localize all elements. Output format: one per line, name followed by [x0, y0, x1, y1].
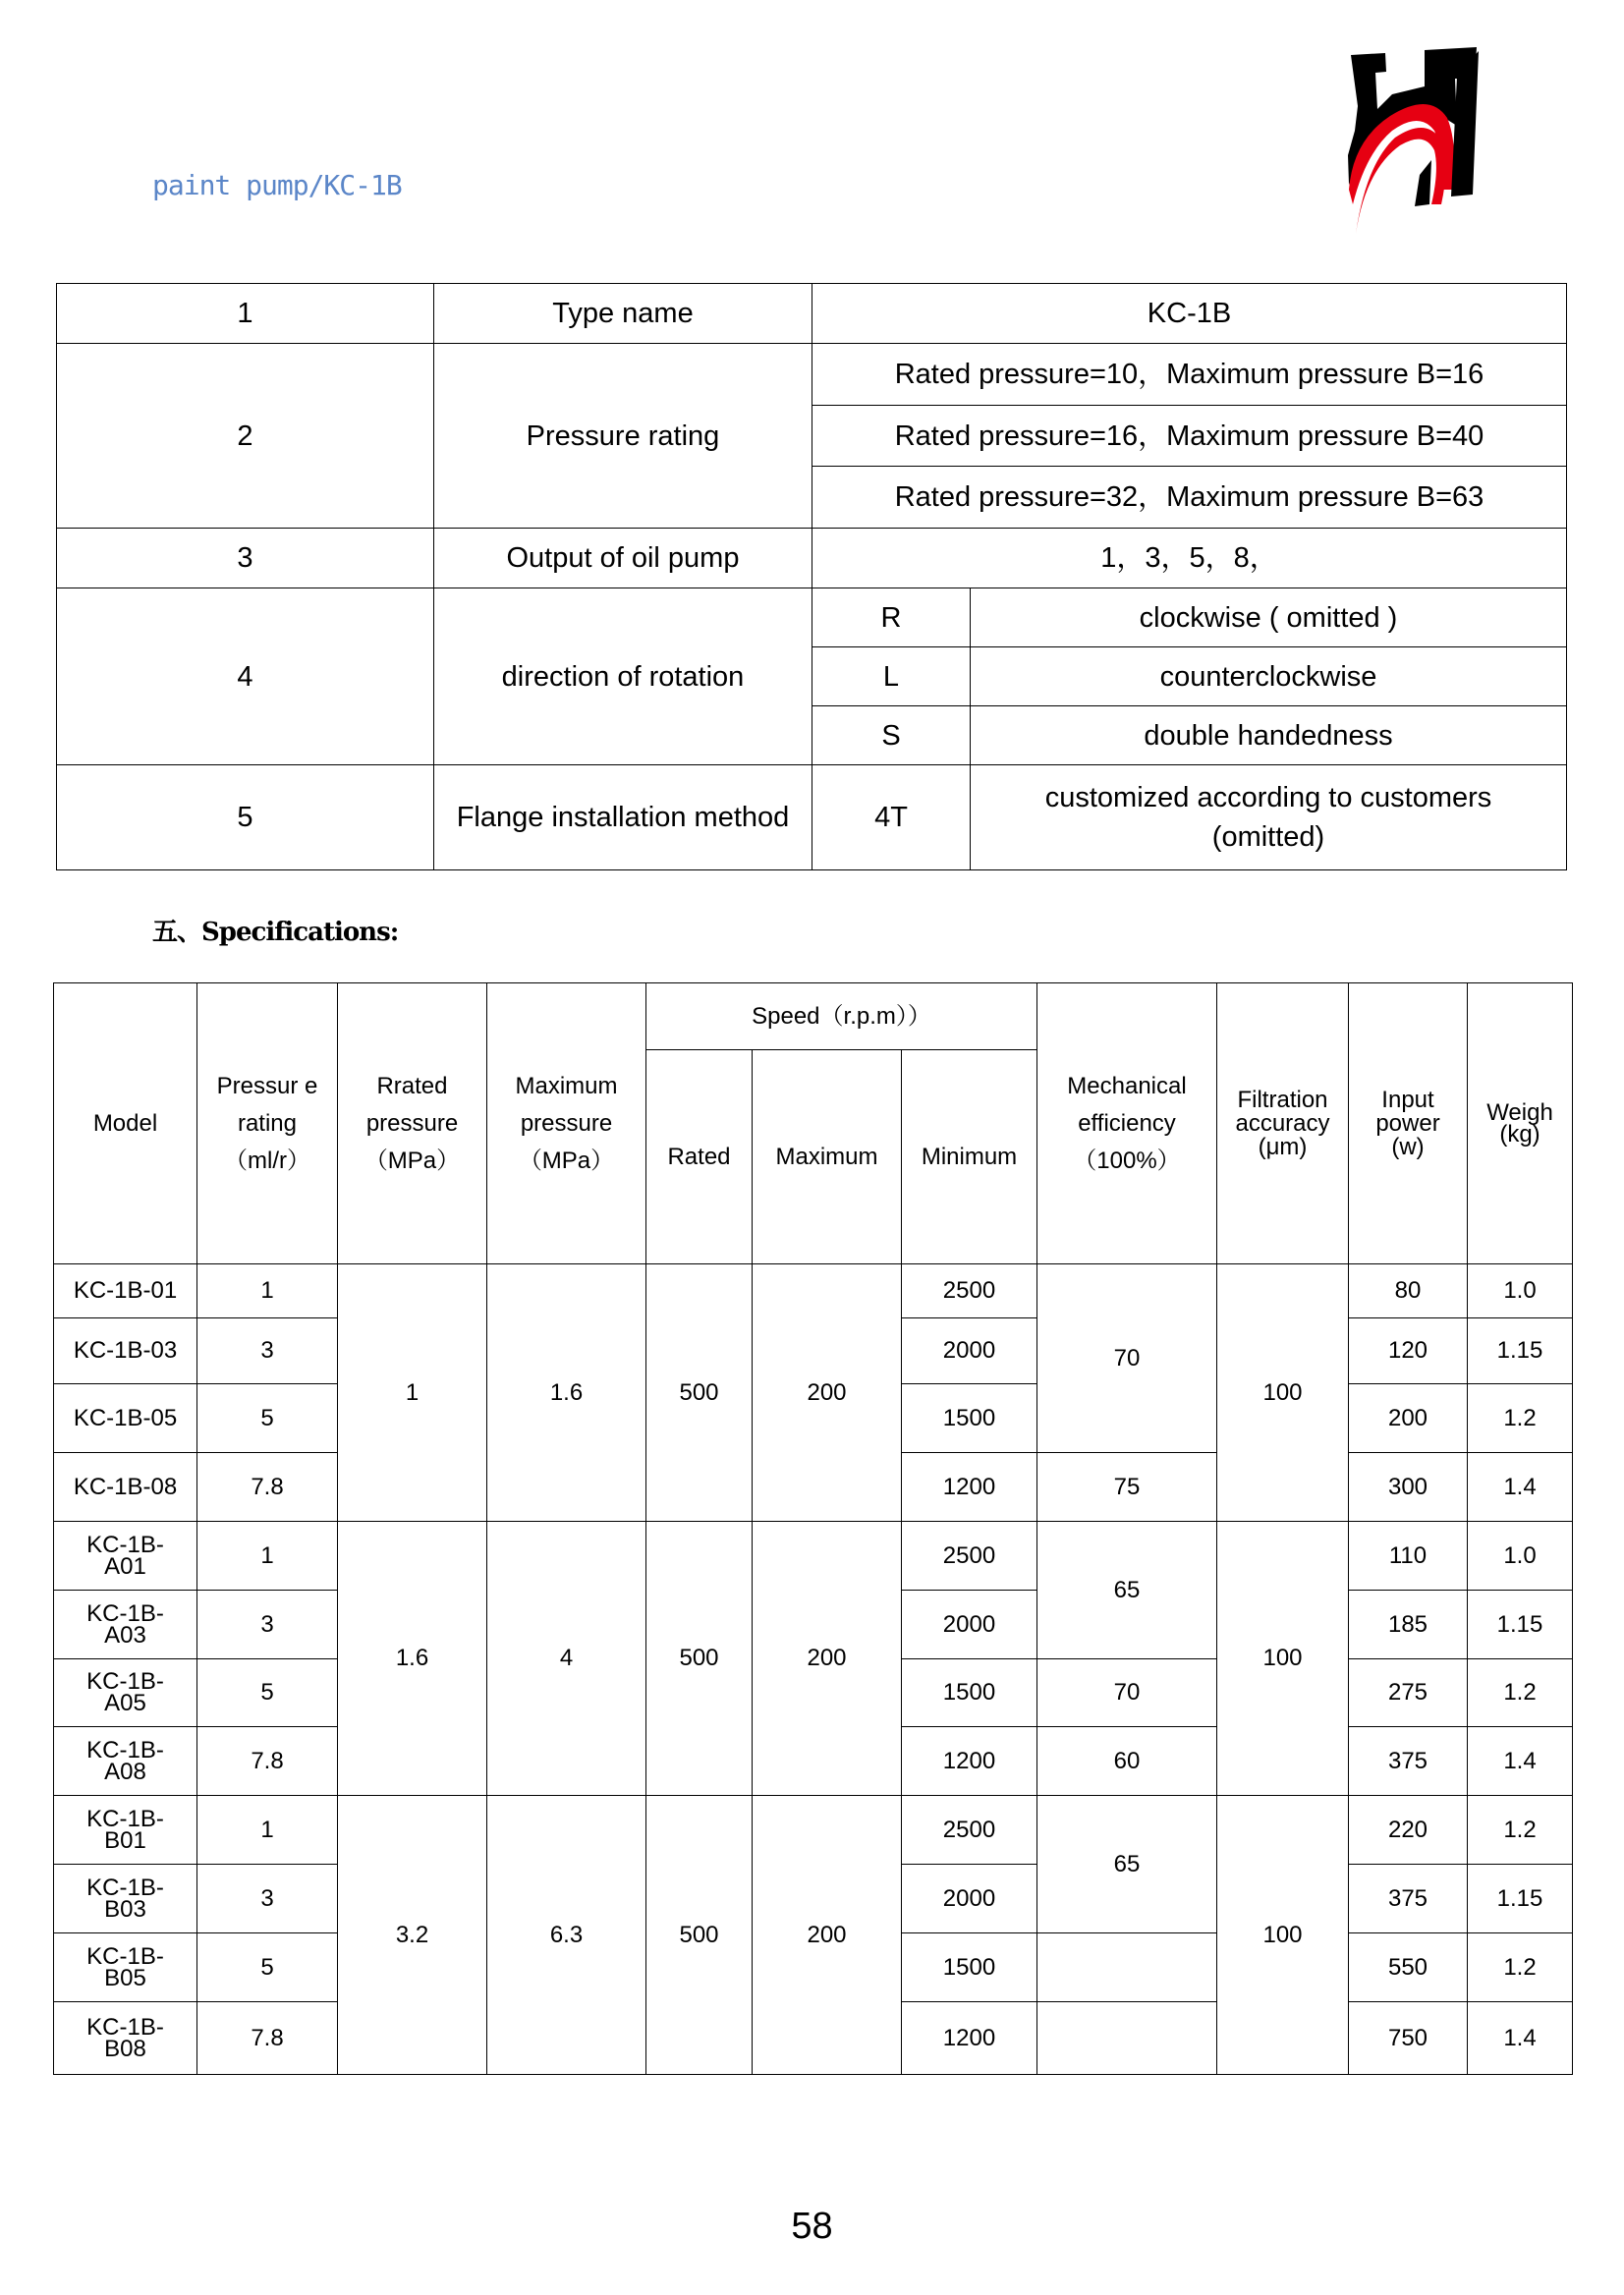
rated-pressure-cell: 1: [338, 1264, 487, 1522]
pressure-rating-cell: 5: [197, 1659, 338, 1727]
header-max-pressure: Maximum pressure （MPa）: [487, 983, 646, 1264]
rated-speed-cell: 500: [646, 1522, 753, 1796]
mech-efficiency-cell: 70: [1037, 1659, 1217, 1727]
page-number: 58: [791, 2206, 833, 2247]
table-row: [54, 1796, 1573, 1865]
pressure-rating-cell: 3: [197, 1865, 338, 1933]
min-speed-cell: 2500: [902, 1796, 1037, 1865]
mech-efficiency-cell: 65: [1037, 1796, 1217, 1933]
min-speed-cell: 1500: [902, 1659, 1037, 1727]
header-input-power: Input power (w): [1349, 983, 1468, 1264]
model-cell: KC-1B-03: [54, 1318, 197, 1384]
pressure-rating-cell: 7.8: [197, 1453, 338, 1522]
pressure-rating-cell: 7.8: [197, 2002, 338, 2075]
model-cell: KC-1B-B05: [54, 1933, 197, 2002]
max-speed-cell: 200: [753, 1796, 902, 2075]
pressure-rating-cell: 3: [197, 1591, 338, 1659]
weight-cell: 1.4: [1468, 2002, 1573, 2075]
max-pressure-cell: 4: [487, 1522, 646, 1796]
table-row: [57, 765, 1567, 870]
min-speed-cell: 1200: [902, 1727, 1037, 1796]
header-mech-efficiency: Mechanical efficiency （100%）: [1037, 983, 1217, 1264]
input-power-cell: 750: [1349, 2002, 1468, 2075]
min-speed-cell: 1500: [902, 1384, 1037, 1453]
weight-cell: 1.0: [1468, 1264, 1573, 1318]
input-power-cell: 120: [1349, 1318, 1468, 1384]
max-speed-cell: 200: [753, 1522, 902, 1796]
filtration-cell: 100: [1217, 1522, 1349, 1796]
input-power-cell: 110: [1349, 1522, 1468, 1591]
weight-cell: 1.4: [1468, 1727, 1573, 1796]
pressure-rating-cell: 1: [197, 1522, 338, 1591]
mech-efficiency-cell: 75: [1037, 1453, 1217, 1522]
row-label: Type name: [434, 284, 812, 344]
table-row: [57, 529, 1567, 588]
max-speed-cell: 200: [753, 1264, 902, 1522]
pressure-rating-cell: 5: [197, 1933, 338, 2002]
table-row: [54, 1522, 1573, 1591]
header-rated: Rated: [646, 1050, 753, 1264]
weight-cell: 1.2: [1468, 1933, 1573, 2002]
option-desc: counterclockwise: [971, 647, 1567, 706]
row-label: Flange installation method: [434, 765, 812, 870]
model-cell: KC-1B-A08: [54, 1727, 197, 1796]
input-power-cell: 375: [1349, 1727, 1468, 1796]
table-row: [54, 1264, 1573, 1318]
option-code: L: [812, 647, 971, 706]
mech-efficiency-cell: 65: [1037, 1522, 1217, 1659]
mech-efficiency-cell: [1037, 1933, 1217, 2002]
rated-speed-cell: 500: [646, 1796, 753, 2075]
row-number: 1: [57, 284, 434, 344]
company-logo: [1331, 47, 1547, 234]
pressure-rating-cell: 1: [197, 1796, 338, 1865]
max-pressure-cell: 6.3: [487, 1796, 646, 2075]
model-cell: KC-1B-B01: [54, 1796, 197, 1865]
document-header-title: paint pump/KC-1B: [152, 169, 402, 201]
header-model: Model: [54, 983, 197, 1264]
header-speed: Speed（r.p.m））: [646, 983, 1037, 1050]
input-power-cell: 300: [1349, 1453, 1468, 1522]
weight-cell: 1.0: [1468, 1522, 1573, 1591]
mech-efficiency-cell: 70: [1037, 1264, 1217, 1453]
header-rated-pressure: Rrated pressure （MPa）: [338, 983, 487, 1264]
row-value: Rated pressure=10，Maximum pressure B=16: [812, 344, 1567, 406]
table-row: [57, 344, 1567, 406]
input-power-cell: 200: [1349, 1384, 1468, 1453]
table-row: [57, 284, 1567, 344]
model-cell: KC-1B-01: [54, 1264, 197, 1318]
pressure-rating-cell: 1: [197, 1264, 338, 1318]
pressure-rating-cell: 7.8: [197, 1727, 338, 1796]
row-number: 5: [57, 765, 434, 870]
min-speed-cell: 2000: [902, 1865, 1037, 1933]
min-speed-cell: 1200: [902, 1453, 1037, 1522]
rated-pressure-cell: 1.6: [338, 1522, 487, 1796]
row-value: 1，3，5，8，: [812, 529, 1567, 588]
input-power-cell: 375: [1349, 1865, 1468, 1933]
row-label: Output of oil pump: [434, 529, 812, 588]
header-pressure-rating: Pressur e rating （ml/r）: [197, 983, 338, 1264]
input-power-cell: 275: [1349, 1659, 1468, 1727]
filtration-cell: 100: [1217, 1264, 1349, 1522]
max-pressure-cell: 1.6: [487, 1264, 646, 1522]
header-row: [54, 983, 1573, 1050]
weight-cell: 1.2: [1468, 1659, 1573, 1727]
specifications-table: [53, 982, 1573, 2075]
header-filtration: Filtration accuracy (μm): [1217, 983, 1349, 1264]
type-designation-table: [56, 283, 1567, 870]
filtration-cell: 100: [1217, 1796, 1349, 2075]
input-power-cell: 550: [1349, 1933, 1468, 2002]
input-power-cell: 80: [1349, 1264, 1468, 1318]
row-value: KC-1B: [812, 284, 1567, 344]
min-speed-cell: 1200: [902, 2002, 1037, 2075]
header-minimum: Minimum: [902, 1050, 1037, 1264]
min-speed-cell: 1500: [902, 1933, 1037, 2002]
weight-cell: 1.15: [1468, 1318, 1573, 1384]
model-cell: KC-1B-05: [54, 1384, 197, 1453]
min-speed-cell: 2000: [902, 1591, 1037, 1659]
rated-speed-cell: 500: [646, 1264, 753, 1522]
weight-cell: 1.2: [1468, 1384, 1573, 1453]
header-maximum: Maximum: [753, 1050, 902, 1264]
model-cell: KC-1B-B08: [54, 2002, 197, 2075]
option-desc: customized according to customers (omitted): [971, 765, 1567, 870]
row-label: Pressure rating: [434, 344, 812, 529]
option-code: S: [812, 706, 971, 765]
row-number: 2: [57, 344, 434, 529]
option-desc: double handedness: [971, 706, 1567, 765]
model-cell: KC-1B-A03: [54, 1591, 197, 1659]
mech-efficiency-cell: 60: [1037, 1727, 1217, 1796]
row-number: 3: [57, 529, 434, 588]
model-cell: KC-1B-B03: [54, 1865, 197, 1933]
header-weight: Weigh (kg): [1468, 983, 1573, 1264]
min-speed-cell: 2500: [902, 1264, 1037, 1318]
option-code: 4T: [812, 765, 971, 870]
pressure-rating-cell: 3: [197, 1318, 338, 1384]
model-cell: KC-1B-A05: [54, 1659, 197, 1727]
row-number: 4: [57, 588, 434, 765]
model-cell: KC-1B-08: [54, 1453, 197, 1522]
option-code: R: [812, 588, 971, 647]
weight-cell: 1.15: [1468, 1865, 1573, 1933]
row-value: Rated pressure=32，Maximum pressure B=63: [812, 467, 1567, 529]
input-power-cell: 220: [1349, 1796, 1468, 1865]
table-row: [57, 588, 1567, 647]
section-title: 五、Specifications:: [152, 918, 399, 947]
row-value: Rated pressure=16，Maximum pressure B=40: [812, 406, 1567, 467]
weight-cell: 1.2: [1468, 1796, 1573, 1865]
input-power-cell: 185: [1349, 1591, 1468, 1659]
weight-cell: 1.4: [1468, 1453, 1573, 1522]
mech-efficiency-cell: [1037, 2002, 1217, 2075]
min-speed-cell: 2000: [902, 1318, 1037, 1384]
weight-cell: 1.15: [1468, 1591, 1573, 1659]
model-cell: KC-1B-A01: [54, 1522, 197, 1591]
min-speed-cell: 2500: [902, 1522, 1037, 1591]
pressure-rating-cell: 5: [197, 1384, 338, 1453]
rated-pressure-cell: 3.2: [338, 1796, 487, 2075]
option-desc: clockwise ( omitted ): [971, 588, 1567, 647]
row-label: direction of rotation: [434, 588, 812, 765]
